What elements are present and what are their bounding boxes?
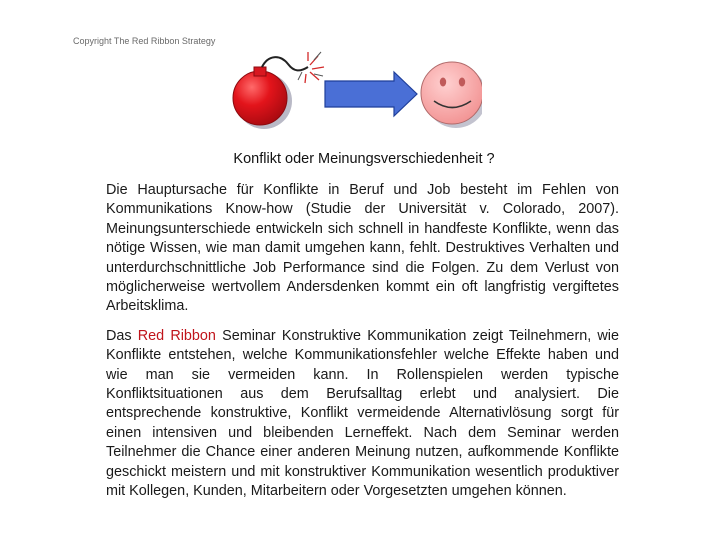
paragraph-2-lead: Das [106,327,138,344]
paragraph-2-rest: Seminar Konstruktive Kommunikation zeigt Teilnehmern, wie Konflikte entstehen, welche Kommunikationsfehler welche Effekte haben und wie man sie vermeiden kann. In Rollenspielen werden typische Konfliktsituationen aus dem Berufsalltag erlebt und analysiert. Die entsprechende konstruktive, Konflikt vermeidende Alternativlösung sorgt für einen intensiven und bleibenden Lerneffekt. Nach dem Seminar werden Teilnehmer die Chance einer anderen Meinung nutzen, aufkommende Konflikte geschickt meistern und mit konstruktiver Kommunikation wesentlich produktiver mit Kollegen, Kunden, Mitarbeitern oder Vorgesetzten umgehen können. [106,327,619,500]
page-title [0,151,720,167]
red-ribbon-highlight: Red Ribbon [137,327,216,344]
illustration [222,50,482,140]
page-title-text: Konflikt oder Meinungsverschiedenheit ? [233,151,495,167]
arrow-right-icon [325,72,417,116]
smiley-face-icon [421,62,482,128]
body-text [106,181,619,502]
bomb-icon [233,52,324,129]
paragraph-2 [106,327,619,502]
paragraph-1: Die Hauptursache für Konflikte in Beruf und Job besteht im Fehlen von Kommunikations Know-how (Studie der Universität v. Colorado, 2007). Meinungsunterschiede entwickeln sich schnell in handfeste Konflikte, wenn das nötige Wissen, wie man damit umgehen kann, fehlt. Destruktives Verhalten und unterdurchschnittliche Job Performance sind die Folgen. Zu dem Verlust von möglicherweise wertvollem Andersdenken kommt ein oft langfristig vergiftetes Arbeitsklima. [106,182,619,315]
copyright-text: Copyright The Red Ribbon Strategy [73,36,216,46]
